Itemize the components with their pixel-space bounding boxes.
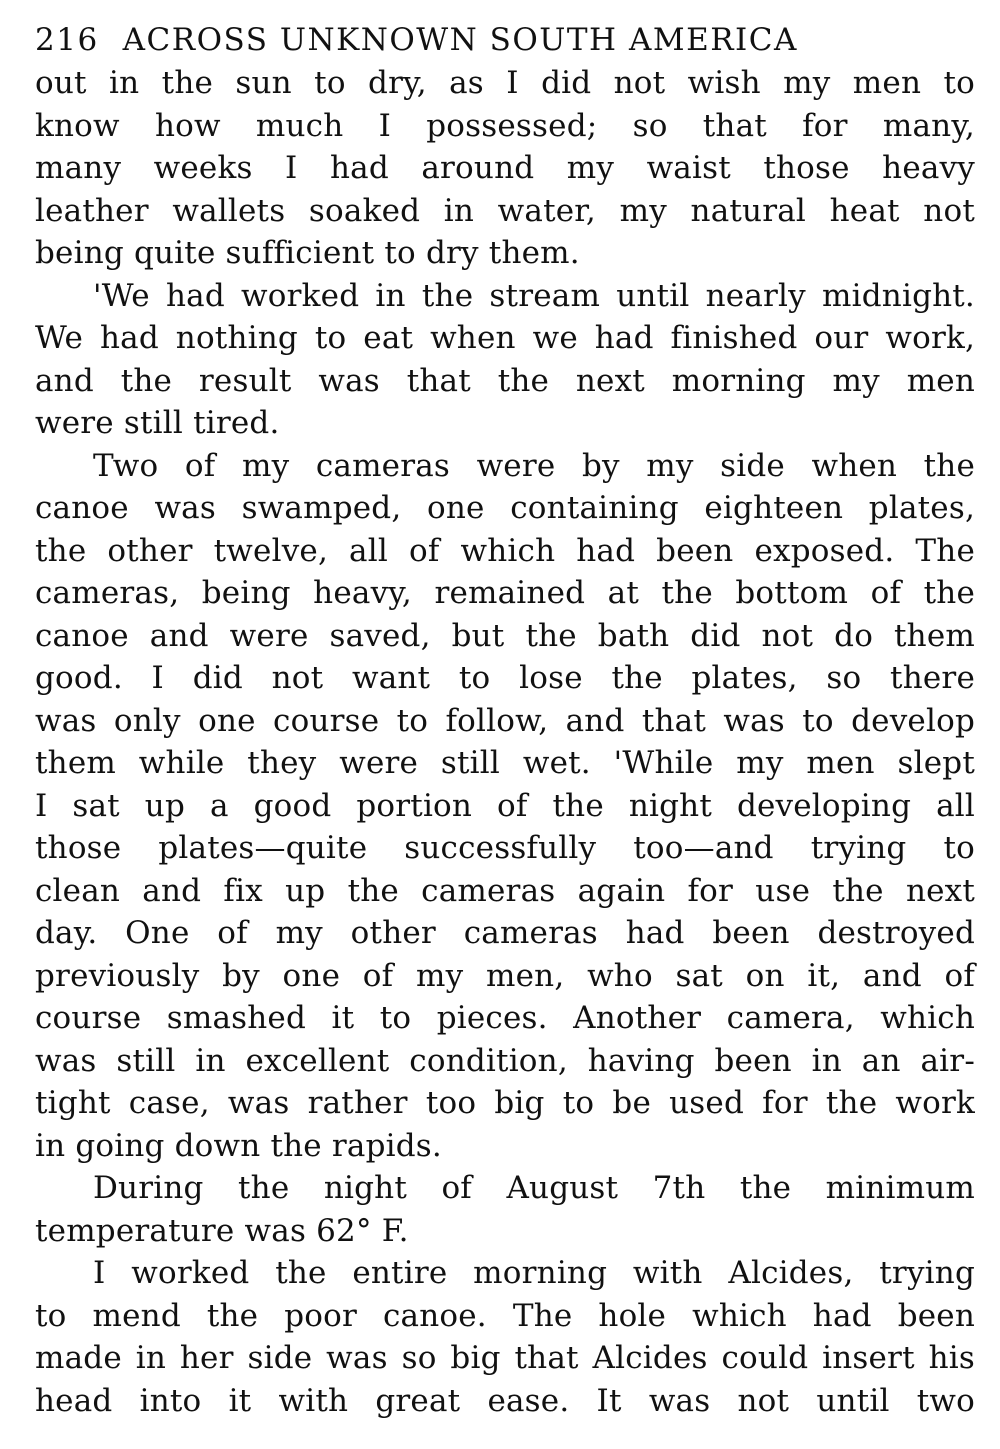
- text-line: Two of my cameras were by my side when the: [93, 447, 975, 484]
- text-line: clean and fix up the cameras again for use the next: [35, 872, 975, 909]
- text-line: previously by one of my men, who sat on it, and of: [35, 957, 975, 994]
- page-number: 216: [35, 22, 99, 58]
- book-page: [35, 18, 975, 1422]
- text-line: being quite sufficient to dry them.: [35, 235, 580, 271]
- text-line: was still in excellent condition, having been in an air-: [35, 1042, 975, 1079]
- text-line: During the night of August 7th the minimum: [93, 1170, 975, 1206]
- paragraph-3: [35, 445, 975, 1168]
- text-line: leather wallets soaked in water, my natural heat not: [35, 192, 975, 229]
- text-line: I sat up a good portion of the night developing all: [35, 787, 975, 824]
- text-line: course smashed it to pieces. Another camera, which: [35, 1000, 975, 1036]
- body-text: [35, 62, 975, 1422]
- running-head: [35, 18, 975, 62]
- text-line: out in the sun to dry, as I did not wish my men to: [35, 65, 975, 101]
- text-line: was only one course to follow, and that was to develop: [35, 702, 975, 739]
- text-line: and the result was that the next morning my men: [35, 362, 975, 399]
- text-line: day. One of my other cameras had been destroyed: [35, 915, 975, 951]
- text-line: those plates—quite successfully too—and trying to: [35, 830, 975, 866]
- running-title: ACROSS UNKNOWN SOUTH AMERICA: [122, 22, 798, 58]
- text-line: to mend the poor canoe. The hole which had been: [35, 1297, 975, 1334]
- text-line: know how much I possessed; so that for many,: [35, 107, 975, 144]
- text-line: 'We had worked in the stream until nearly midnight.: [93, 277, 975, 314]
- text-line: temperature was 62° F.: [35, 1212, 409, 1249]
- paragraph-5: [35, 1252, 975, 1422]
- text-line: I worked the entire morning with Alcides, trying: [93, 1255, 975, 1291]
- text-line: them while they were still wet. 'While my men slept: [35, 745, 975, 781]
- paragraph-2: [35, 275, 975, 445]
- paragraph-4: [35, 1167, 975, 1252]
- text-line: good. I did not want to lose the plates, so there: [35, 660, 975, 696]
- text-line: tight case, was rather too big to be used for the work: [35, 1085, 975, 1121]
- text-line: made in her side was so big that Alcides could insert his: [35, 1340, 975, 1376]
- text-line: in going down the rapids.: [35, 1127, 442, 1164]
- text-line: many weeks I had around my waist those heavy: [35, 150, 975, 186]
- text-line: canoe and were saved, but the bath did not do them: [35, 617, 975, 654]
- text-line: were still tired.: [35, 405, 280, 441]
- text-line: We had nothing to eat when we had finished our work,: [35, 320, 975, 356]
- text-line: the other twelve, all of which had been exposed. The: [35, 532, 975, 569]
- text-line: head into it with great ease. It was not until two: [35, 1382, 975, 1419]
- text-line: cameras, being heavy, remained at the bottom of the: [35, 575, 975, 611]
- paragraph-1: [35, 62, 975, 275]
- text-line: canoe was swamped, one containing eighteen plates,: [35, 490, 975, 526]
